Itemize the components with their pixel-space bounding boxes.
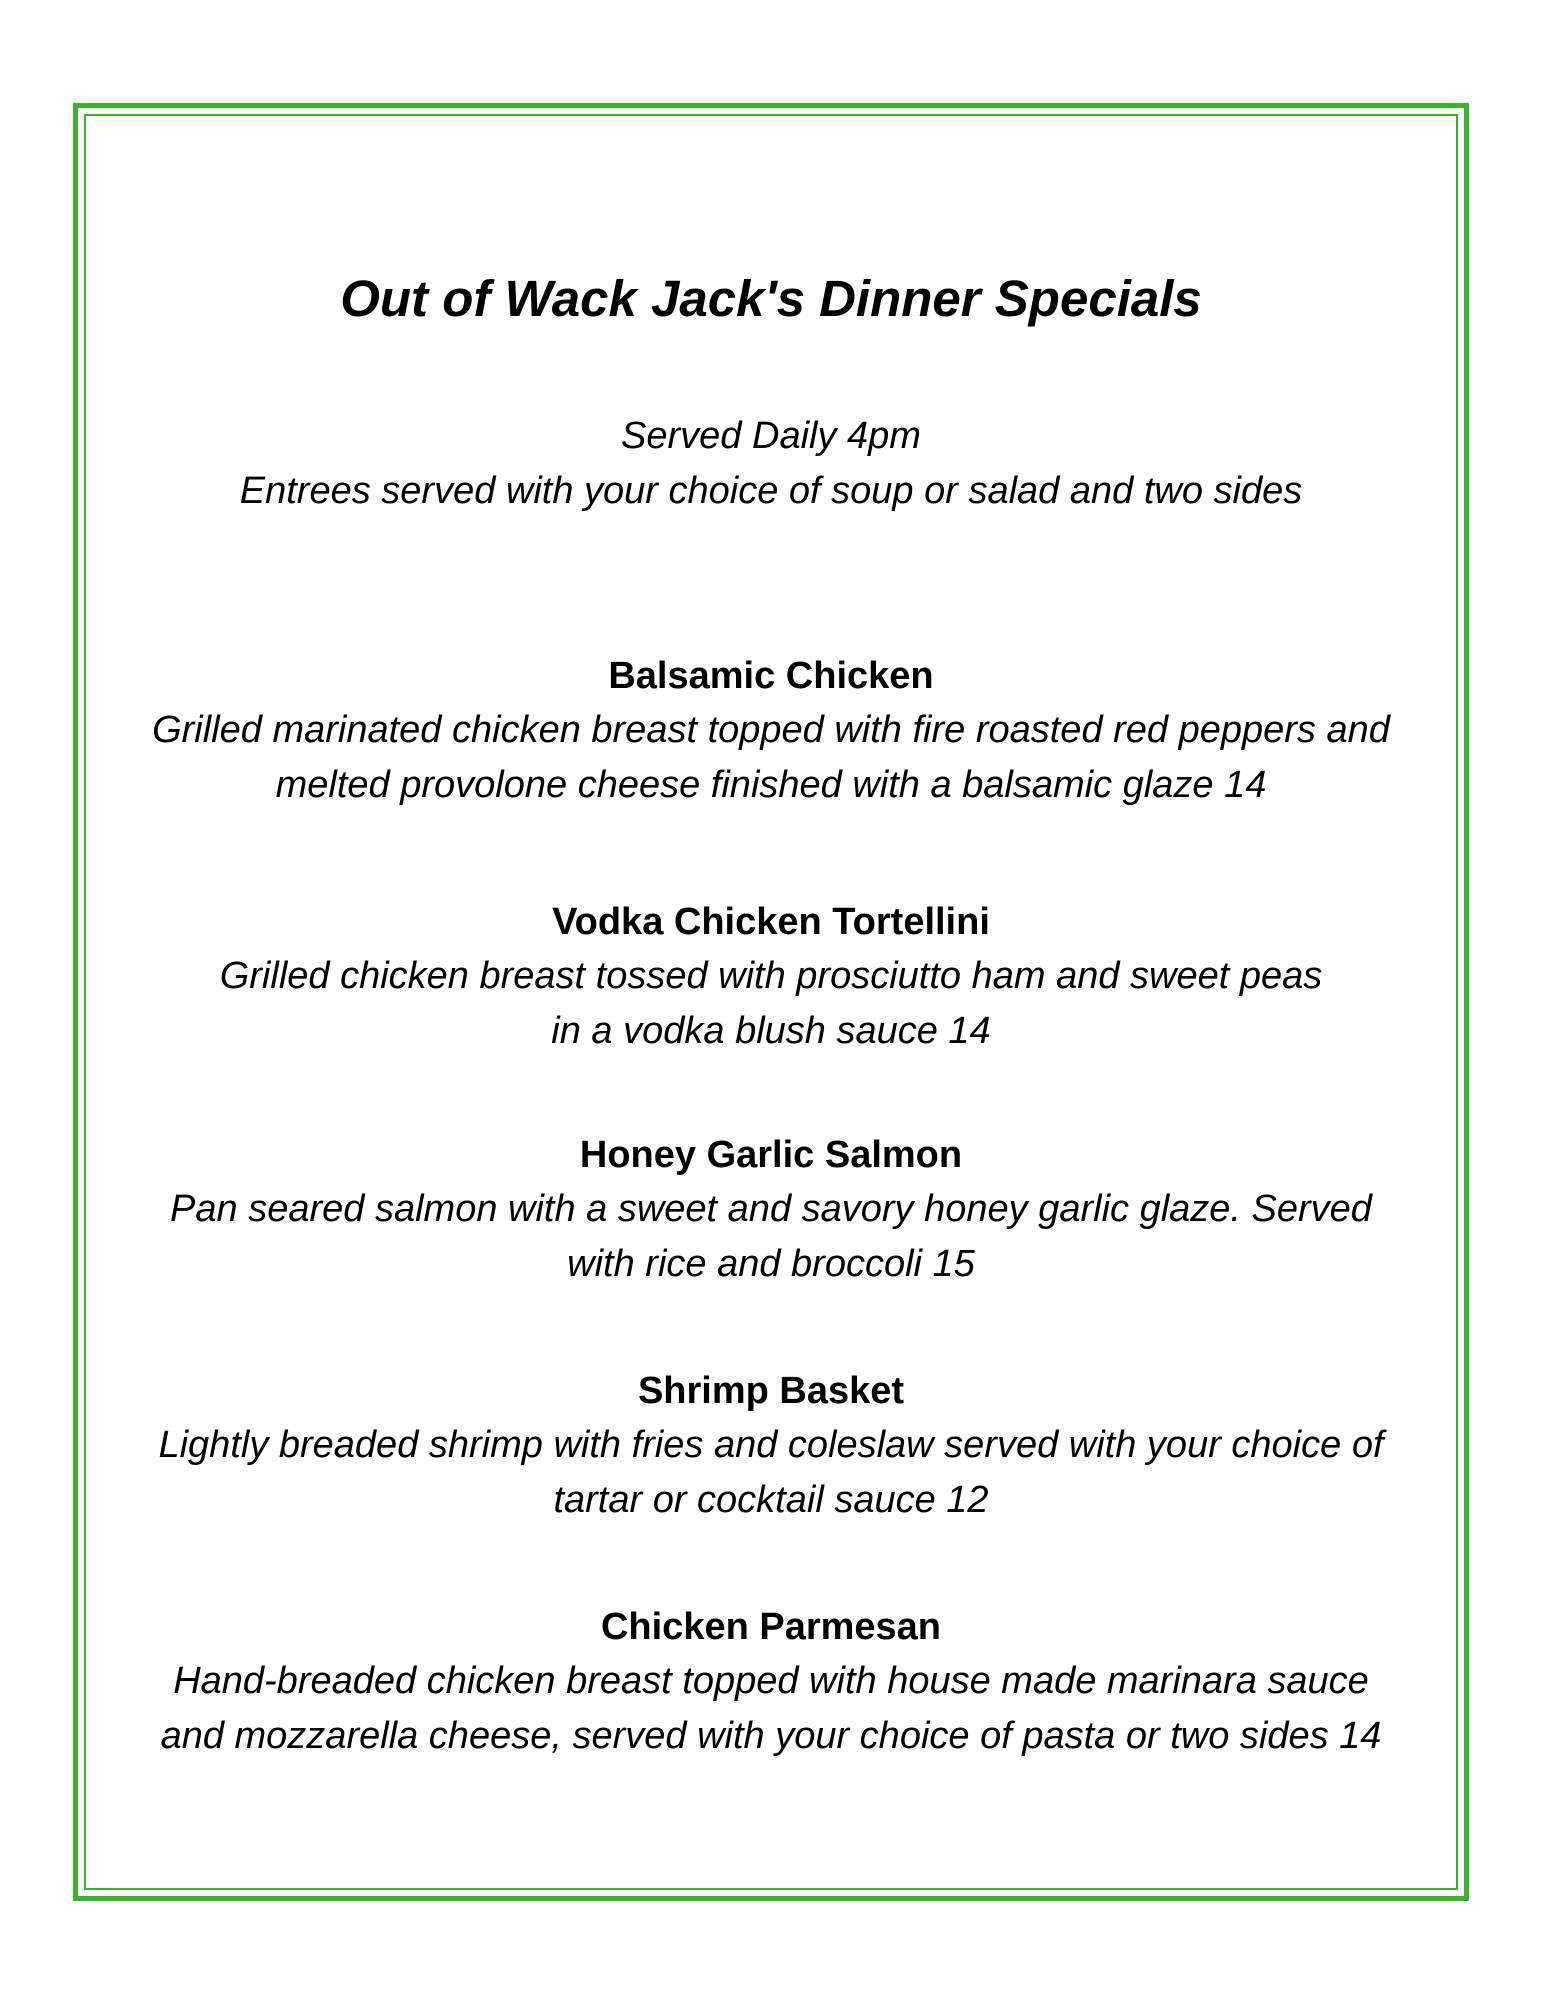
menu-item-name: Balsamic Chicken <box>608 655 934 697</box>
menu-title: Out of Wack Jack's Dinner Specials <box>340 270 1202 327</box>
menu-item-description: Hand-breaded chicken breast topped with house made marinara sauce <box>173 1660 1369 1702</box>
menu-item-description: in a vodka blush sauce 14 <box>551 1010 991 1052</box>
menu-item-name: Shrimp Basket <box>637 1370 905 1412</box>
entrees-info-text: Entrees served with your choice of soup or salad and two sides <box>239 470 1303 512</box>
menu-item-honey-garlic-salmon <box>90 1128 1452 1292</box>
served-daily-text: Served Daily 4pm <box>621 415 921 457</box>
menu-item-name: Vodka Chicken Tortellini <box>552 901 990 943</box>
menu-item-chicken-parmesan <box>90 1600 1452 1764</box>
menu-item-description: Pan seared salmon with a sweet and savory honey garlic glaze. Served <box>170 1188 1372 1230</box>
menu-item-name: Honey Garlic Salmon <box>579 1134 963 1176</box>
menu-item-description: tartar or cocktail sauce 12 <box>553 1479 989 1521</box>
menu-item-balsamic-chicken <box>90 649 1452 813</box>
menu-item-description: with rice and broccoli 15 <box>567 1243 975 1285</box>
menu-item-shrimp-basket <box>90 1364 1452 1528</box>
menu-item-vodka-chicken-tortellini <box>90 895 1452 1059</box>
menu-item-description: Grilled marinated chicken breast topped with fire roasted red peppers and <box>152 709 1390 751</box>
menu-item-description: Grilled chicken breast tossed with prosciutto ham and sweet peas <box>219 955 1323 997</box>
menu-item-description: Lightly breaded shrimp with fries and coleslaw served with your choice of <box>158 1424 1384 1466</box>
menu-item-name: Chicken Parmesan <box>600 1606 942 1648</box>
menu-item-description: and mozzarella cheese, served with your choice of pasta or two sides 14 <box>160 1715 1382 1757</box>
menu-item-description: melted provolone cheese finished with a balsamic glaze 14 <box>275 764 1267 806</box>
